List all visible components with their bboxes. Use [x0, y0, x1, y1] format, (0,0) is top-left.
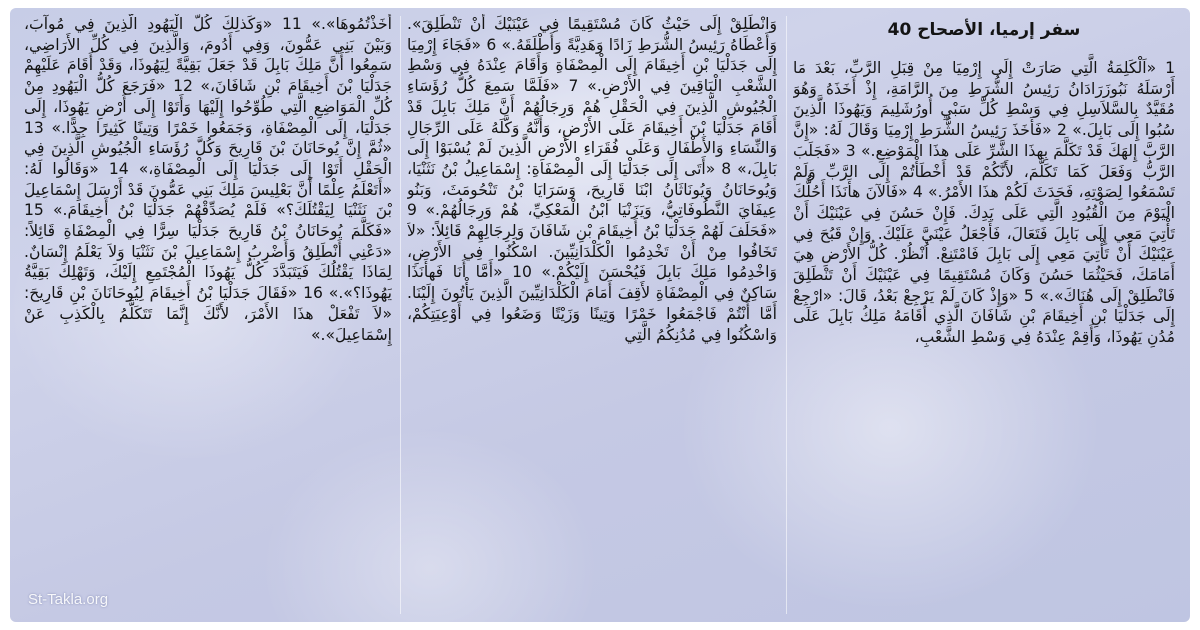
text-column-right [793, 14, 1175, 616]
site-watermark: St-Takla.org [28, 591, 109, 608]
column-divider [786, 16, 787, 614]
page-frame [10, 8, 1190, 622]
chapter-title: سفر إرميا، الأصحاح 40 [887, 20, 1081, 40]
text-column-middle [407, 14, 777, 616]
column-text: أَخَذْتُمُوهَا».» 11 «وَكَذلِكَ كُلُّ الْيَهُودِ الَّذِينَ فِي مُوآبَ، وَبَيْنَ بَنِي عَمُّونَ، وَفِي أَدُومَ، وَالَّذِينَ فِي كُلِّ الأَرَاضِي، سَمِعُوا أَنَّ مَلِكَ بَابِلَ قَدْ جَعَلَ بَقِيَّةً لِيَهُوذَا، وَقَدْ أَقَامَ عَلَيْهِمْ جَدَلْيَا بْنَ أَخِيقَامَ بْنِ شَافَانَ،» 12 «فَرَجَعَ كُلُّ الْيَهُودِ مِنْ كُلِّ الْمَوَاضِعِ الَّتِي طُوِّحُوا إِلَيْهَا وَأَتَوْا إِلَى أَرْضِ يَهُوذَا، إِلَى جَدَلْيَا، إِلَى الْمِصْفَاةِ، وَجَمَعُوا خَمْرًا وَتِينًا كَثِيرًا جِدًّا.» 13 «ثُمَّ إِنَّ يُوحَانَانَ بْنَ قَارِيحَ وَكُلَّ رُؤَسَاءِ الْجُيُوشِ الَّذِينَ فِي الْحَقْلِ أَتَوْا إِلَى جَدَلْيَا إِلَى الْمِصْفَاةِ،» 14 «وَقَالُوا لَهُ: «أَتَعْلَمُ عِلْمًا أَنَّ بَعْلِيسَ مَلِكَ بَنِي عَمُّونَ قَدْ أَرْسَلَ إِسْمَاعِيلَ بْنَ نَثَنْيَا لِيَقْتُلَكَ؟» فَلَمْ يُصَدِّقْهُمْ جَدَلْيَا بْنُ أَخِيقَامَ.» 15 «فَكَلَّمَ يُوحَانَانُ بْنُ قَارِيحَ جَدَلْيَا سِرًّا فِي الْمِصْفَاةِ قَائِلاً: «دَعْنِي أَنْطَلِقُ وَأَضْرِبُ إِسْمَاعِيلَ بْنَ نَثَنْيَا وَلاَ يَعْلَمُ إِنْسَانٌ. لِمَاذَا يَقْتُلُكَ فَيَتَبَدَّدَ كُلُّ يَهُوذَا الْمُجْتَمِعِ إِلَيْكَ، وَتَهْلِكَ بَقِيَّةُ يَهُوذَا؟».» 16 «فَقَالَ جَدَلْيَا بْنُ أَخِيقَامَ لِيُوحَانَانَ بْنِ قَارِيحَ: «لاَ تَفْعَلْ هذَا الأَمْرَ، لأَنَّكَ إِنَّمَا تَتَكَلَّمُ بِالْكَذِبِ عَنْ إِسْمَاعِيلَ».» [24, 15, 392, 344]
column-text: 1 «اَلْكَلِمَةُ الَّتِي صَارَتْ إِلَى إِرْمِيَا مِنْ قِبَلِ الرَّبِّ، بَعْدَ مَا أَرْسَلَهُ نَبُوزَرَادَانُ رَئِيسُ الشُّرَطِ مِنَ الرَّامَةِ، إِذْ أَخَذَهُ وَهُوَ مُقَيَّدٌ بِالسَّلاَسِلِ فِي وَسْطِ كُلِّ سَبْيِ أُورُشَلِيمَ وَيَهُوذَا الَّذِينَ سُبُوا إِلَى بَابِلَ.» 2 «فَأَخَذَ رَئِيسُ الشُّرَطِ إِرْمِيَا وَقَالَ لَهُ: «إِنَّ الرَّبَّ إِلهَكَ قَدْ تَكَلَّمَ بِهذَا الشَّرِّ عَلَى هذَا الْمَوْضِعِ.» 3 «فَجَلَبَ الرَّبُّ وَفَعَلَ كَمَا تَكَلَّمَ، لأَنَّكُمْ قَدْ أَخْطَأْتُمْ إِلَى الرَّبِّ وَلَمْ تَسْمَعُوا لِصَوْتِهِ، فَحَدَثَ لَكُمْ هذَا الأَمْرُ.» 4 «فَالآنَ هأَنَذَا أَحُلُّكَ الْيَوْمَ مِنَ الْقُيُودِ الَّتِي عَلَى يَدِكَ. فَإِنْ حَسُنَ فِي عَيْنَيْكَ أَنْ تَأْتِيَ مَعِي إِلَى بَابِلَ فَتَعَالَ، فَأَجْعَلُ عَيْنَيَّ عَلَيْكَ. وَإِنْ قَبُحَ فِي عَيْنَيْكَ أَنْ تَأْتِيَ مَعِي إِلَى بَابِلَ فَامْتَنِعْ. اُنْظُرْ. كُلُّ الأَرْضِ هِيَ أَمَامَكَ، فَحَيْثُمَا حَسُنَ وَكَانَ مُسْتَقِيمًا فِي عَيْنَيْكَ أَنْ تَنْطَلِقَ فَانْطَلِقْ إِلَى هُنَاكَ».» 5 «وَإِذْ كَانَ لَمْ يَرْجِعْ بَعْدُ، قَالَ: «ارْجِعْ إِلَى جَدَلْيَا بْنِ أَخِيقَامَ بْنِ شَافَانَ الَّذِي أَقَامَهُ مَلِكُ بَابِلَ عَلَى مُدُنِ يَهُوذَا، وَأَقِمْ عِنْدَهُ فِي وَسْطِ الشَّعْبِ، [793, 59, 1175, 347]
text-column-left [24, 14, 392, 616]
column-divider [400, 16, 401, 614]
column-text: وَانْطَلِقْ إِلَى حَيْثُ كَانَ مُسْتَقِيمًا فِي عَيْنَيْكَ أَنْ تَنْطَلِقَ». وَأَعْطَاهُ رَئِيسُ الشُّرَطِ زَادًا وَهَدِيَّةً وَأَطْلَقَهُ.» 6 «فَجَاءَ إِرْمِيَا إِلَى جَدَلْيَا بْنِ أَخِيقَامَ إِلَى الْمِصْفَاةِ وَأَقَامَ عِنْدَهُ فِي وَسْطِ الشَّعْبِ الْبَاقِينَ فِي الأَرْضِ.» 7 «فَلَمَّا سَمِعَ كُلُّ رُؤَسَاءِ الْجُيُوشِ الَّذِينَ فِي الْحَقْلِ هُمْ وَرِجَالُهُمْ أَنَّ مَلِكَ بَابِلَ قَدْ أَقَامَ جَدَلْيَا بْنَ أَخِيقَامَ عَلَى الأَرْضِ، وَأَنَّهُ وَكَّلَهُ عَلَى الرِّجَالِ وَالنِّسَاءِ وَالأَطْفَالِ وَعَلَى فُقَرَاءِ الأَرْضِ الَّذِينَ لَمْ يُسْبَوْا إِلَى بَابِلَ،» 8 «أَتَى إِلَى جَدَلْيَا إِلَى الْمِصْفَاةِ: إِسْمَاعِيلُ بْنُ نَثَنْيَا، وَيُوحَانَانُ وَيُونَاثَانُ ابْنَا قَارِيحَ، وَسَرَايَا بْنُ تَنْحُومَثَ، وَبَنُو عِيفَايَ النَّطُوفَاتِيُّ، وَيَزَنْيَا ابْنُ الْمَعْكِيِّ، هُمْ وَرِجَالُهُمْ.» 9 «فَحَلَفَ لَهُمْ جَدَلْيَا بْنُ أَخِيقَامَ بْنِ شَافَانَ وَلِرِجَالِهِمْ قَائِلاً: «لاَ تَخَافُوا مِنْ أَنْ تَخْدِمُوا الْكَلْدَانِيِّينَ. اسْكُنُوا فِي الأَرْضِ، وَاخْدِمُوا مَلِكَ بَابِلَ فَيُحْسَنَ إِلَيْكُمْ.» 10 «أَمَّا أَنَا فَهأَنَذَا سَاكِنٌ فِي الْمِصْفَاةِ لأَقِفَ أَمَامَ الْكَلْدَانِيِّينَ الَّذِينَ يَأْتُونَ إِلَيْنَا. أَمَّا أَنْتُمْ فَاجْمَعُوا خَمْرًا وَتِينًا وَزَيْتًا وَضَعُوا فِي أَوْعِيَتِكُمْ، وَاسْكُنُوا فِي مُدُنِكُمُ الَّتِي [407, 15, 777, 344]
